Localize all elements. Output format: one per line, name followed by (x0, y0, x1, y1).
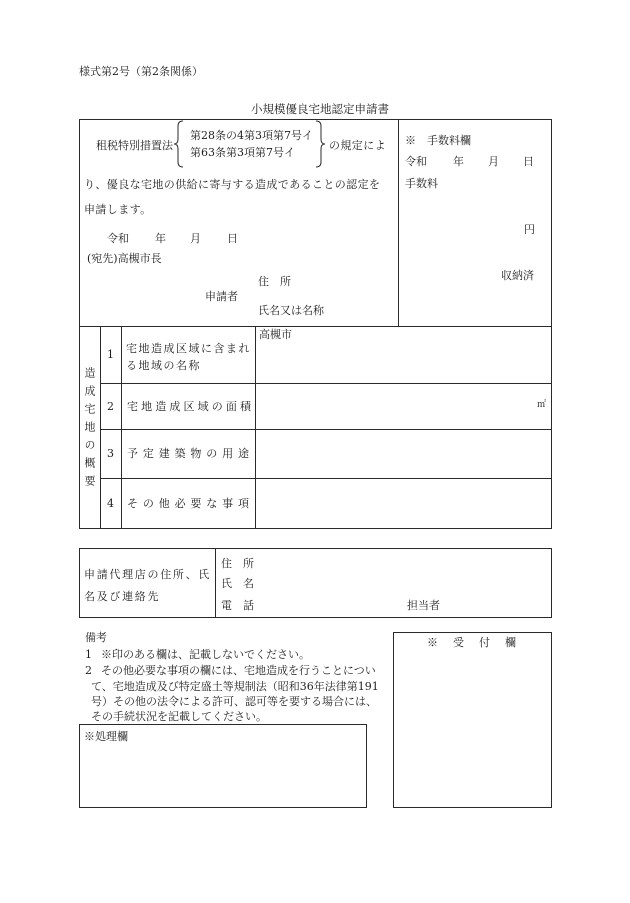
remarks-note-2-line-1: その他必要な事項の欄には、宅地造成を行うことについ (101, 664, 376, 677)
agent-box-divider (215, 548, 216, 618)
remarks-heading: 備考 (85, 631, 107, 644)
fee-date-era: 令和 (405, 155, 427, 168)
statement-line-1-tail: の規定によ (329, 139, 386, 152)
overview-row-2-unit: ㎡ (537, 400, 547, 410)
overview-row-1-value: 高槻市 (259, 328, 292, 341)
overview-row-1-label-line-1: 宅地造成区域に含まれ (126, 342, 251, 355)
agent-label-line-1: 申請代理店の住所、氏 (84, 568, 211, 581)
overview-row-4-number: 4 (107, 497, 114, 510)
remarks-note-2-number: 2 (85, 664, 92, 677)
fee-date-year: 年 (453, 155, 464, 168)
application-date-day: 日 (227, 232, 238, 245)
applicant-name-label: 氏名又は名称 (258, 304, 324, 317)
remarks-note-1-line-1: ※印のある欄は、記載しないでください。 (101, 648, 310, 661)
application-date-month: 月 (190, 232, 201, 245)
overview-row-divider-1 (100, 383, 552, 384)
reception-box-label: ※ 受 付 欄 (427, 636, 518, 649)
fee-date-month: 月 (488, 155, 499, 168)
form-title: 小規模優良宅地認定申請書 (251, 102, 389, 116)
remarks-note-2-line-4: その手続状況を記載してください。 (91, 710, 267, 723)
overview-top-divider (79, 326, 552, 327)
agent-address-label: 住 所 (221, 557, 254, 570)
statement-line-2: り、優良な宅地の供給に寄与する造成であることの認定を (84, 178, 381, 191)
remarks-note-1-number: 1 (85, 648, 92, 661)
fee-label: 手数料 (405, 177, 438, 190)
overview-row-1-number: 1 (107, 348, 114, 361)
form-number: 様式第2号（第2条関係） (79, 65, 203, 78)
overview-row-divider-2 (100, 429, 552, 430)
article-reference-1: 第28条の4第3項第7号イ (190, 129, 313, 142)
overview-label-divider (255, 326, 256, 529)
addressee: (宛先)高槻市長 (87, 252, 162, 265)
fee-column-divider (398, 119, 399, 326)
overview-row-2-label: 宅地造成区域の面積 (127, 400, 251, 413)
remarks-note-2-line-2: て、宅地造成及び特定盛土等規制法（昭和36年法律第191 (91, 680, 379, 693)
remarks-note-2-line-3: 号）その他の法令による許可、認可等を要する場合には、 (91, 695, 377, 708)
overview-row-3-number: 3 (107, 447, 114, 460)
applicant-address-label: 住 所 (258, 275, 291, 288)
agent-label-line-2: 名及び連絡先 (84, 590, 161, 603)
agent-name-label: 氏 名 (221, 577, 254, 590)
statement-line-3: 申請します。 (84, 203, 152, 216)
agent-box (79, 548, 552, 618)
application-date-era: 令和 (107, 232, 129, 245)
applicant-label: 申請者 (205, 290, 238, 303)
overview-row-2-number: 2 (107, 400, 114, 413)
overview-side-label: 造成宅地の概要 (83, 367, 96, 493)
fee-paid-label: 収納済 (501, 269, 534, 282)
overview-row-4-label: その他必要な事項 (127, 497, 249, 510)
article-reference-2: 第63条第3項第7号イ (190, 146, 295, 159)
processing-box-label: ※処理欄 (84, 730, 128, 743)
left-brace (173, 120, 185, 168)
agent-contact-person-label: 担当者 (407, 599, 440, 612)
right-brace (314, 120, 326, 168)
overview-row-1-label-line-2: る地域の名称 (126, 359, 201, 372)
agent-phone-label: 電 話 (221, 599, 254, 612)
overview-row-divider-3 (100, 478, 552, 479)
fee-yen-unit: 円 (524, 223, 535, 236)
fee-box-header: ※ 手数料欄 (405, 134, 471, 147)
fee-date-day: 日 (523, 155, 534, 168)
law-name: 租税特別措置法 (96, 139, 173, 152)
overview-number-divider (121, 326, 122, 529)
reception-box (393, 632, 552, 808)
application-date-year: 年 (155, 232, 166, 245)
overview-row-3-label: 予定建築物の用途 (127, 447, 249, 460)
